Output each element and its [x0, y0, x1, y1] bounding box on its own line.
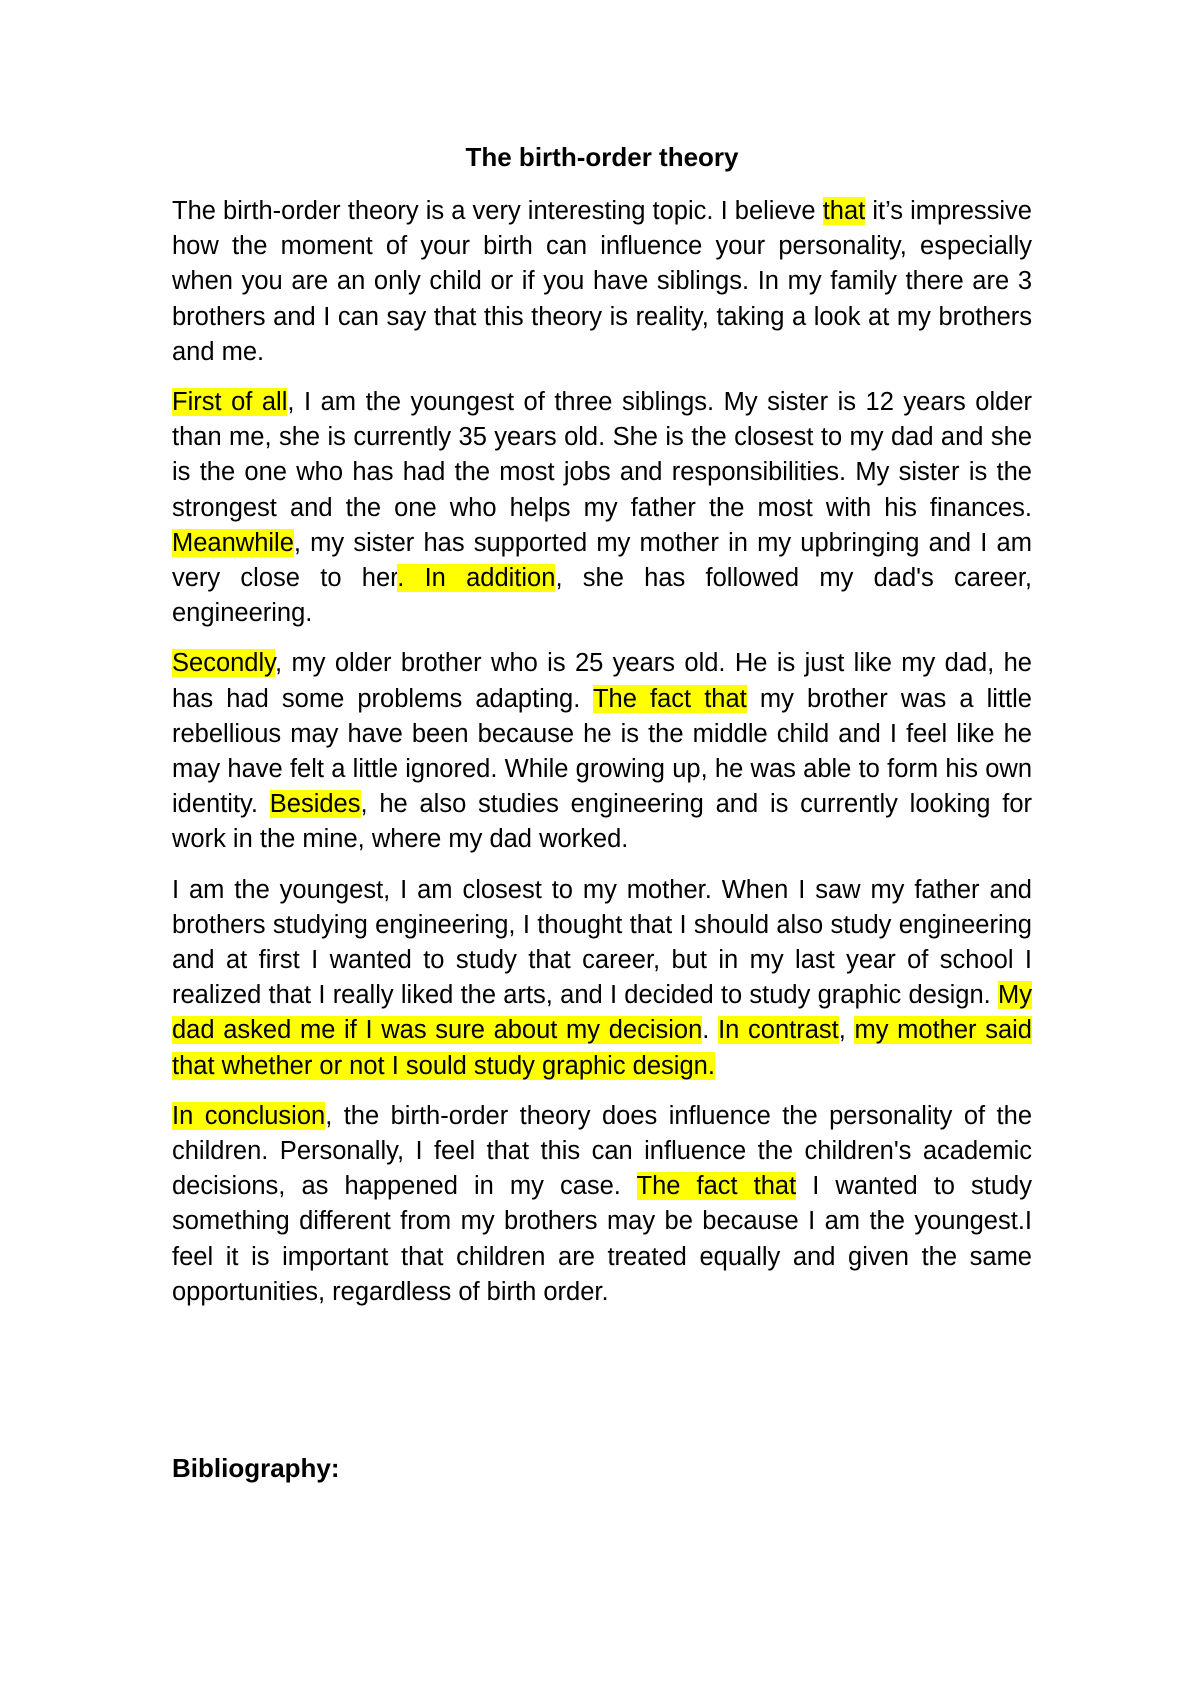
highlighted-text: First of all: [172, 388, 288, 417]
document-body: [172, 194, 1032, 1325]
paragraph-2: [172, 385, 1032, 631]
text-run: ,: [838, 1016, 855, 1045]
text-run: The birth-order theory is a very interesting topic. I believe: [172, 197, 823, 225]
highlighted-text: Besides: [269, 790, 361, 819]
text-run: I wanted to study something different from my brothers may be because I am the youngest.I feel it is important that children are treated equally and given the same opportunities, regardless of birth order.: [172, 1172, 1032, 1306]
highlighted-text: Meanwhile: [172, 528, 294, 557]
text-run: , the birth-order theory does influence the personality of the children. Personally, I feel that this can influence the children's academic decisions, as happened in my case.: [172, 1101, 1032, 1201]
text-run: , my older brother who is 25 years old. He is just like my dad, he has had some problems adapting.: [172, 649, 1032, 713]
text-run: my brother was a little rebellious may have been because he is the middle child and I feel like he may have felt a little ignored. While growing up, he was able to form his own identity.: [172, 684, 1032, 819]
highlighted-text: Secondly: [172, 649, 276, 678]
highlighted-text: The fact that: [592, 684, 747, 713]
highlighted-text: that: [822, 197, 866, 225]
paragraph-1: [172, 194, 1032, 370]
highlighted-text: In contrast: [718, 1016, 839, 1045]
highlighted-text: The fact that: [636, 1172, 797, 1201]
paragraph-5: [172, 1099, 1032, 1310]
highlighted-text: . In addition: [397, 564, 556, 593]
text-run: .: [702, 1016, 719, 1045]
bibliography-heading: Bibliography:: [172, 1453, 340, 1483]
document-title: The birth-order theory: [465, 142, 739, 172]
text-run: , my sister has supported my mother in my upbringing and I am very close to her: [172, 528, 1032, 593]
text-run: , I am the youngest of three siblings. My sister is 12 years older than me, she is currently 35 years old. She is the closest to my dad and she is the one who has had the most jobs and responsibilities. My sister is the strongest and the one who helps my father the most with his finances.: [172, 388, 1032, 522]
paragraph-4: [172, 873, 1032, 1084]
text-run: , she has followed my dad's career, engineering.: [172, 564, 1033, 628]
text-run: it’s impressive how the moment of your birth can influence your personality, especially when you are an only child or if you have siblings. In my family there are 3 brothers and I can say that this theory is reality, taking a look at my brothers and me.: [172, 197, 1032, 366]
text-run: I am the youngest, I am closest to my mother. When I saw my father and brothers studying engineering, I thought that I should also study engineering and at first I wanted to study that career, but in my last year of school I realized that I really liked the arts, and I decided to study graphic design.: [172, 875, 1032, 1010]
highlighted-text: In conclusion: [172, 1101, 326, 1130]
text-run: , he also studies engineering and is currently looking for work in the mine, where my dad worked.: [172, 790, 1033, 854]
paragraph-3: [172, 646, 1032, 857]
highlighted-text: my mother said that whether or not I sould study graphic design.: [172, 1016, 1032, 1080]
highlighted-text: My dad asked me if I was sure about my decision: [172, 981, 1032, 1045]
